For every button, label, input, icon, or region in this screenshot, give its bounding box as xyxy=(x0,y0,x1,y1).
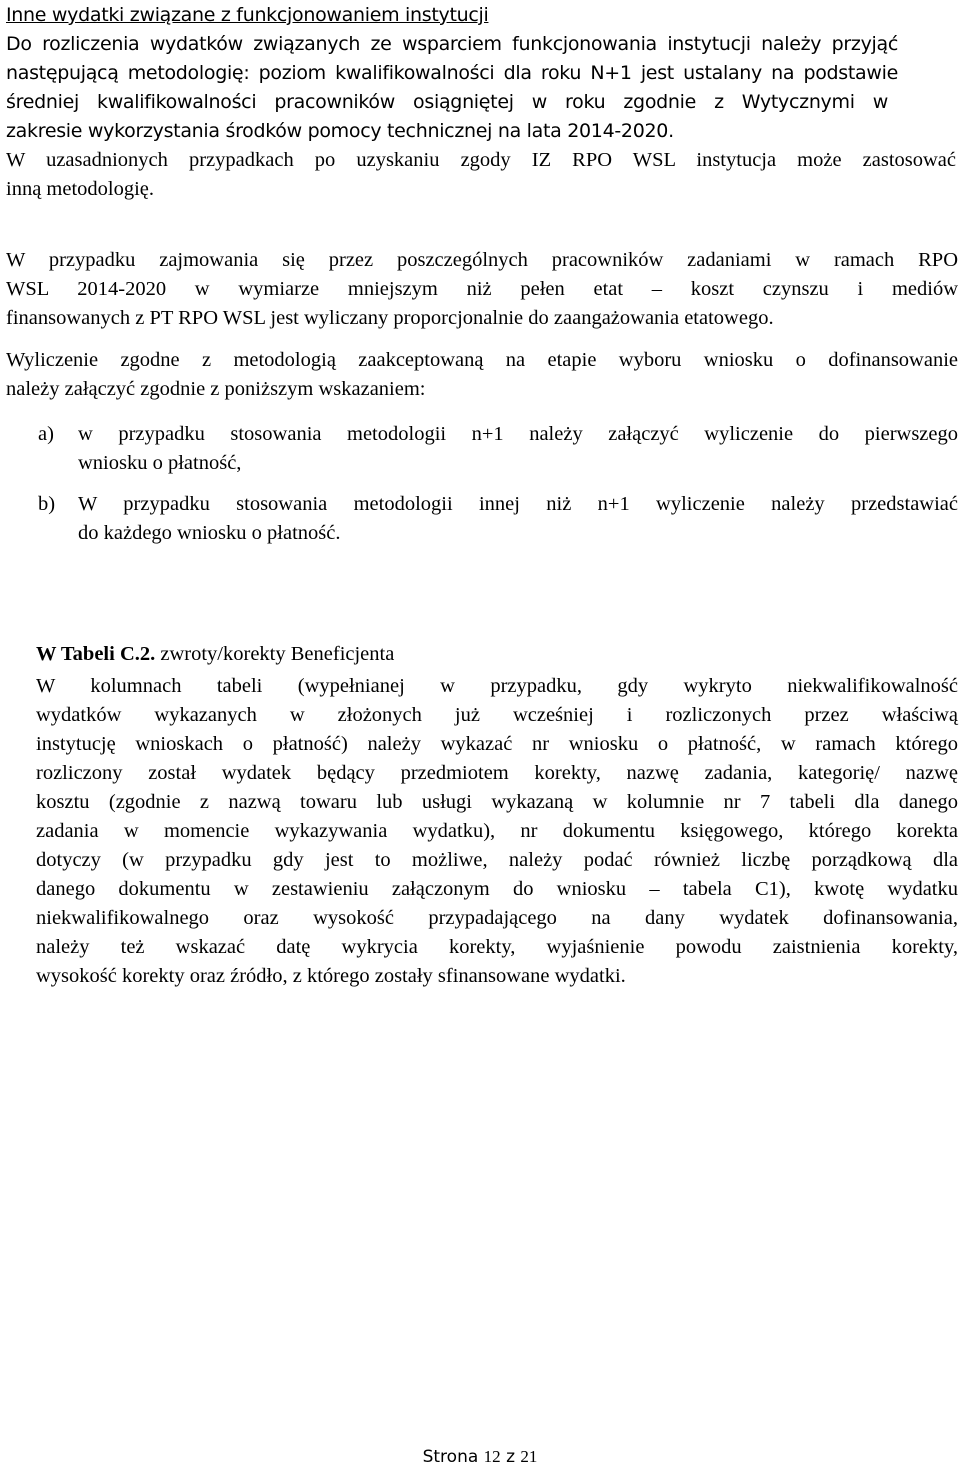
footer-prefix: Strona xyxy=(422,1447,484,1467)
paragraph-line: W przypadku stosowania metodologii innej niż n+1 wyliczenie należy przedstawiać xyxy=(78,493,958,515)
section-heading: Inne wydatki związane z funkcjonowaniem instytucji xyxy=(6,4,489,26)
alternative-methodology-paragraph xyxy=(6,146,960,204)
paragraph-line: następującą metodologię: poziom kwalifikowalności dla roku N+1 jest ustalany na podstawie xyxy=(6,62,898,84)
paragraph-line: inną metodologię. xyxy=(6,178,155,200)
paragraph-line: wydatków wykazanych w złożonych już wcześniej i rozliczonych przez właściwą xyxy=(36,704,958,726)
paragraph-line: WSL 2014-2020 w wymiarze mniejszym niż pełen etat – koszt czynszu i mediów xyxy=(6,278,958,300)
table-c2-title xyxy=(36,640,394,669)
calculation-paragraph xyxy=(6,346,960,404)
footer-mid: z xyxy=(500,1447,521,1467)
paragraph-line: rozliczony został wydatek będący przedmiotem korekty, nazwę zadania, kategorię/ nazwę xyxy=(36,762,958,784)
paragraph-line: niekwalifikowalnego oraz wysokość przypadającego na dany wydatek dofinansowania, xyxy=(36,907,958,929)
paragraph-line: wniosku o płatność, xyxy=(78,452,242,474)
paragraph-line: zadania w momencie wykazywania wydatku), nr dokumentu księgowego, którego korekta xyxy=(36,820,958,842)
table-c2-paragraph xyxy=(36,672,958,991)
page-total: 21 xyxy=(520,1447,538,1466)
paragraph-line: W uzasadnionych przypadkach po uzyskaniu zgody IZ RPO WSL instytucja może zastosować xyxy=(6,149,956,171)
page-footer xyxy=(0,1447,960,1467)
paragraph-line: w przypadku stosowania metodologii n+1 należy załączyć wyliczenie do pierwszego xyxy=(78,423,958,445)
paragraph-line: instytucję wnioskach o płatność) należy wykazać nr wniosku o płatność, w ramach którego xyxy=(36,733,958,755)
paragraph-line: do każdego wniosku o płatność. xyxy=(78,522,341,544)
page-number: 12 xyxy=(483,1447,501,1466)
paragraph-line: kosztu (zgodnie z nazwą towaru lub usługi wykazaną w kolumnie nr 7 tabeli dla danego xyxy=(36,791,958,813)
paragraph-line: średniej kwalifikowalności pracowników osiągniętej w roku zgodnie z Wytycznymi w xyxy=(6,91,888,113)
table-c2-title-rest: zwroty/korekty Beneficjenta xyxy=(155,643,395,665)
paragraph-line: Wyliczenie zgodne z metodologią zaakceptowaną na etapie wyboru wniosku o dofinansowanie xyxy=(6,349,958,371)
paragraph-line: W przypadku zajmowania się przez poszczególnych pracowników zadaniami w ramach RPO xyxy=(6,249,958,271)
paragraph-line: należy też wskazać datę wykrycia korekty, wyjaśnienie powodu zaistnienia korekty, xyxy=(36,936,958,958)
paragraph-line: danego dokumentu w zestawieniu załączonym do wniosku – tabela C1), kwotę wydatku xyxy=(36,878,958,900)
paragraph-line: W kolumnach tabeli (wypełnianej w przypadku, gdy wykryto niekwalifikowalność xyxy=(36,675,958,697)
paragraph-line: zakresie wykorzystania środków pomocy technicznej na lata 2014-2020. xyxy=(6,120,674,142)
paragraph-line: dotyczy (w przypadku gdy jest to możliwe, należy podać również liczbę porządkową dla xyxy=(36,849,958,871)
paragraph-line: finansowanych z PT RPO WSL jest wyliczany proporcjonalnie do zaangażowania etatowego. xyxy=(6,307,774,329)
methodology-paragraph xyxy=(6,30,906,146)
list-item-b xyxy=(38,490,960,550)
list-item-a xyxy=(38,420,960,480)
paragraph-line: wysokość korekty oraz źródło, z którego zostały sfinansowane wydatki. xyxy=(36,965,626,987)
list-label: a) xyxy=(38,423,54,445)
part-time-paragraph xyxy=(6,246,960,333)
table-c2-title-bold: W Tabeli C.2. xyxy=(36,643,156,665)
list-text xyxy=(78,490,958,548)
list-label: b) xyxy=(38,493,56,515)
paragraph-line: należy załączyć zgodnie z poniższym wskazaniem: xyxy=(6,378,426,400)
paragraph-line: Do rozliczenia wydatków związanych ze wsparciem funkcjonowania instytucji należy przyjąć xyxy=(6,33,898,55)
list-text xyxy=(78,420,958,478)
